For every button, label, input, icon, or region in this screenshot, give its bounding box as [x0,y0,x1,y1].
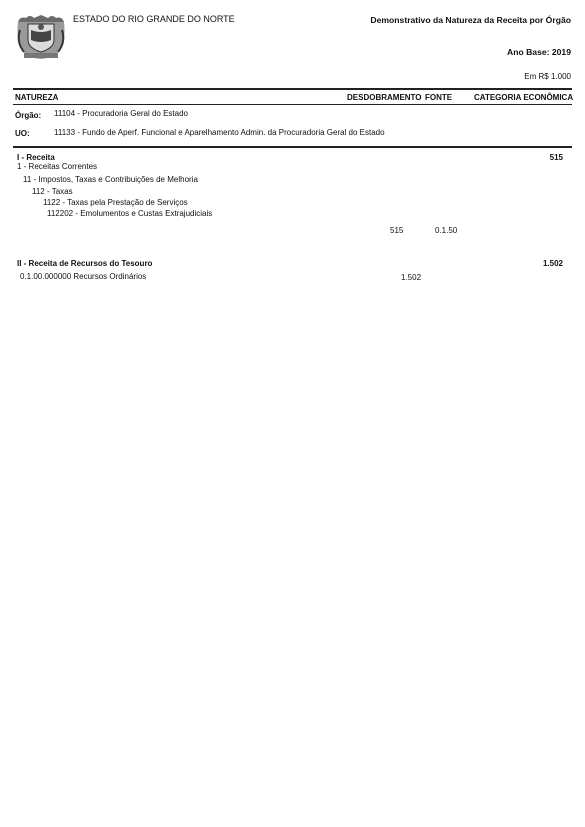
list-item: 0.1.00.000000 Recursos Ordinários [20,272,147,281]
desdobramento-value: 515 [390,226,404,235]
section-receita-total: 515 [549,153,563,162]
column-natureza: NATUREZA [15,93,59,102]
state-coat-of-arms-logo [14,12,68,60]
base-year: Ano Base: 2019 [506,47,571,57]
header-bottom-rule [13,104,572,105]
report-title: Demonstrativo da Natureza da Receita por Órgão [370,15,571,25]
section-tesouro-total: 1.502 [542,259,563,268]
column-desdobramento: DESDOBRAMENTO [347,93,422,102]
fonte-value: 0.1.50 [435,226,458,235]
list-item: 112 - Taxas [32,187,73,196]
list-item: 1 - Receitas Correntes [17,162,98,171]
column-fonte: FONTE [425,93,453,102]
list-item: 112202 - Emolumentos e Custas Extrajudiciais [47,209,213,218]
section-rule [13,146,572,148]
section-receita-title: I - Receita [17,153,55,162]
section-tesouro-title: II - Receita de Recursos do Tesouro [17,259,153,268]
orgao-value: 11104 - Procuradoria Geral do Estado [54,109,189,118]
orgao-label: Órgão: [15,111,42,120]
column-categoria-economica: CATEGORIA ECONÔMICA [474,93,574,102]
currency-unit: Em R$ 1.000 [524,72,571,81]
header-top-rule [13,88,572,90]
uo-label: UO: [15,129,30,138]
desdobramento-value: 1.502 [401,273,422,282]
list-item: 1122 - Taxas pela Prestação de Serviços [43,198,188,207]
list-item: 11 - Impostos, Taxas e Contribuições de Melhoria [23,175,198,184]
uo-value: 11133 - Fundo de Aperf. Funcional e Aparelhamento Admin. da Procuradoria Geral do Estado [54,128,385,137]
state-name: ESTADO DO RIO GRANDE DO NORTE [73,14,235,24]
